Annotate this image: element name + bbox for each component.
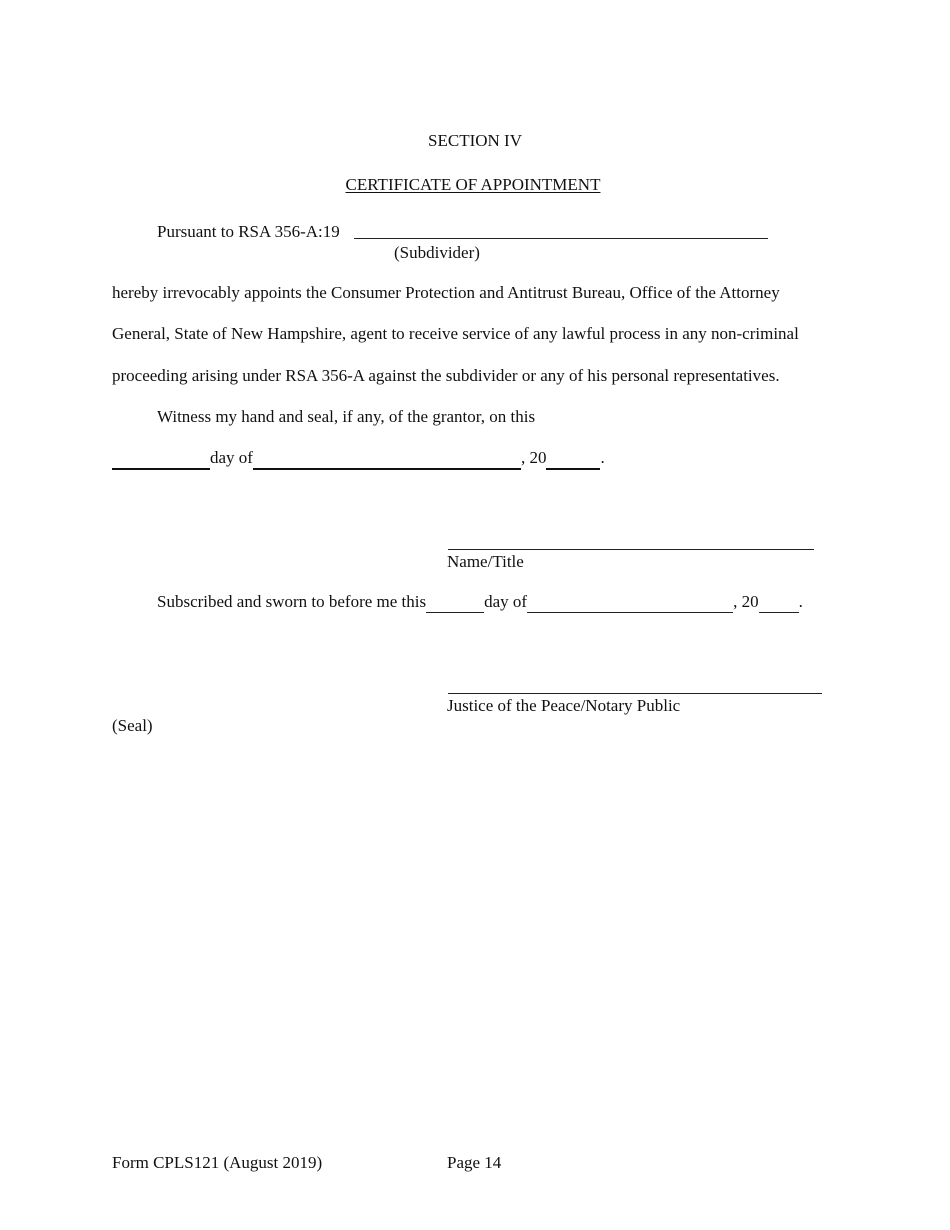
subscribed-month-blank[interactable] [527,592,733,613]
notary-signature-line[interactable] [448,693,822,694]
pursuant-text: Pursuant to RSA 356-A:19 [157,222,340,241]
name-title-caption: Name/Title [447,552,524,571]
day-blank[interactable] [112,448,210,470]
witness-text: Witness my hand and seal, if any, of the grantor, on this [157,407,536,426]
subscribed-line [157,592,803,613]
subdivider-blank[interactable] [354,238,768,239]
subscribed-year-blank[interactable] [759,592,799,613]
body-line: proceeding arising under RSA 356-A against the subdivider or any of his personal representatives. [112,366,780,385]
subscribed-text: Subscribed and sworn to before me this [157,592,427,611]
date-period: . [600,448,605,467]
year-prefix-label: , 20 [520,448,547,467]
form-id: Form CPLS121 (August 2019) [112,1153,323,1172]
certificate-title: CERTIFICATE OF APPOINTMENT [345,175,601,194]
day-of-label: day of [210,448,253,467]
subscribed-year-prefix-label: , 20 [733,592,759,611]
year-blank[interactable] [546,448,600,470]
month-blank[interactable] [253,448,521,470]
notary-caption: Justice of the Peace/Notary Public [447,696,681,715]
page-number: Page 14 [447,1153,502,1172]
pursuant-line [157,222,340,242]
seal-label: (Seal) [112,716,153,735]
body-line: General, State of New Hampshire, agent to receive service of any lawful process in any non-criminal [112,324,799,343]
subscribed-period: . [798,592,803,611]
subdivider-caption: (Subdivider) [394,243,480,262]
section-heading: SECTION IV [428,131,522,150]
grantor-date-line [112,448,605,470]
body-line: hereby irrevocably appoints the Consumer Protection and Antitrust Bureau, Office of the Attorney [112,283,780,302]
subscribed-day-of-label: day of [484,592,528,611]
subscribed-day-blank[interactable] [426,592,484,613]
signature-line[interactable] [448,549,814,550]
